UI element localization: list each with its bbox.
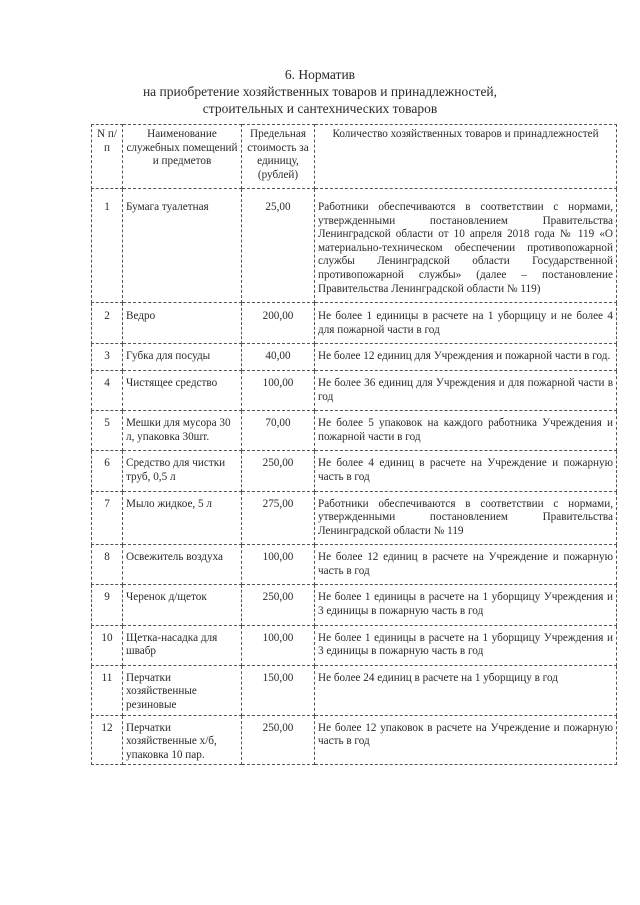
row-name: Черенок д/щеток xyxy=(123,585,242,625)
table-row xyxy=(92,411,617,451)
table-row xyxy=(92,303,617,344)
row-qty: Не более 1 единицы в расчете на 1 уборщицу и не более 4 для пожарной части в год xyxy=(315,303,617,344)
row-price: 250,00 xyxy=(242,451,315,491)
row-price: 25,00 xyxy=(242,189,315,303)
title-line-2: на приобретение хозяйственных товаров и принадлежностей, xyxy=(142,84,498,99)
row-qty: Не более 1 единицы в расчете на 1 уборщицу Учреждения и 3 единицы в пожарную часть в год xyxy=(315,585,617,625)
row-num: 6 xyxy=(92,451,123,491)
row-price: 200,00 xyxy=(242,303,315,344)
row-price: 275,00 xyxy=(242,491,315,545)
title-line-3: строительных и сантехнических товаров xyxy=(202,101,438,116)
row-num: 1 xyxy=(92,189,123,303)
header-num: N п/п xyxy=(92,125,123,189)
row-num: 7 xyxy=(92,491,123,545)
row-qty: Не более 12 упаковок в расчете на Учреждение и пожарную часть в год xyxy=(315,715,617,765)
document-title xyxy=(0,66,640,117)
row-price: 100,00 xyxy=(242,370,315,410)
header-qty: Количество хозяйственных товаров и принадлежностей xyxy=(315,125,617,189)
row-name: Щетка-насадка для швабр xyxy=(123,625,242,665)
row-name: Средство для чистки труб, 0,5 л xyxy=(123,451,242,491)
row-num: 12 xyxy=(92,715,123,765)
row-name: Перчатки хозяйственные резиновые xyxy=(123,665,242,715)
header-name: Наименование служебных помещений и предметов xyxy=(123,125,242,189)
table-row xyxy=(92,189,617,303)
row-qty: Не более 4 единиц в расчете на Учреждение и пожарную часть в год xyxy=(315,451,617,491)
title-line-1: 6. Норматив xyxy=(284,67,356,82)
row-num: 5 xyxy=(92,411,123,451)
row-name: Ведро xyxy=(123,303,242,344)
row-qty: Не более 12 единиц для Учреждения и пожарной части в год. xyxy=(315,344,617,371)
row-price: 250,00 xyxy=(242,585,315,625)
table-row xyxy=(92,665,617,715)
row-qty: Не более 1 единицы в расчете на 1 уборщицу Учреждения и 3 единицы в пожарную часть в год xyxy=(315,625,617,665)
row-qty: Работники обеспечиваются в соответствии с нормами, утвержденными постановлением Правительства Ленинградской области № 119 xyxy=(315,491,617,545)
row-price: 150,00 xyxy=(242,665,315,715)
row-num: 11 xyxy=(92,665,123,715)
row-name: Мыло жидкое, 5 л xyxy=(123,491,242,545)
row-qty: Не более 5 упаковок на каждого работника Учреждения и пожарной части в год xyxy=(315,411,617,451)
row-num: 9 xyxy=(92,585,123,625)
row-price: 40,00 xyxy=(242,344,315,371)
table-header-row xyxy=(92,125,617,189)
table-row xyxy=(92,585,617,625)
table-row xyxy=(92,451,617,491)
row-name: Губка для посуды xyxy=(123,344,242,371)
row-name: Освежитель воздуха xyxy=(123,545,242,585)
row-num: 8 xyxy=(92,545,123,585)
table-row xyxy=(92,491,617,545)
table-row xyxy=(92,715,617,765)
table-row xyxy=(92,625,617,665)
row-price: 70,00 xyxy=(242,411,315,451)
row-num: 2 xyxy=(92,303,123,344)
row-num: 4 xyxy=(92,370,123,410)
row-qty: Работники обеспечиваются в соответствии с нормами, утвержденными постановлением Правительства Ленинградской области от 10 апреля 2018 года № 119 «О материально-техническом обеспечении противопожарной службы Ленинградской области Государственной противопожарной службы» (далее – постановление Правительства Ленинградской области № 119) xyxy=(315,189,617,303)
header-price: Предельная стоимость за единицу, (рублей) xyxy=(242,125,315,189)
row-price: 250,00 xyxy=(242,715,315,765)
row-num: 3 xyxy=(92,344,123,371)
row-price: 100,00 xyxy=(242,545,315,585)
row-name: Перчатки хозяйственные х/б, упаковка 10 пар. xyxy=(123,715,242,765)
row-name: Мешки для мусора 30 л, упаковка 30шт. xyxy=(123,411,242,451)
row-name: Чистящее средство xyxy=(123,370,242,410)
row-num: 10 xyxy=(92,625,123,665)
row-qty: Не более 36 единиц для Учреждения и для пожарной части в год xyxy=(315,370,617,410)
table-row xyxy=(92,545,617,585)
row-name: Бумага туалетная xyxy=(123,189,242,303)
row-qty: Не более 12 единиц в расчете на Учреждение и пожарную часть в год xyxy=(315,545,617,585)
table-row xyxy=(92,344,617,371)
row-price: 100,00 xyxy=(242,625,315,665)
row-qty: Не более 24 единиц в расчете на 1 уборщицу в год xyxy=(315,665,617,715)
table-row xyxy=(92,370,617,410)
norm-table xyxy=(91,124,617,765)
